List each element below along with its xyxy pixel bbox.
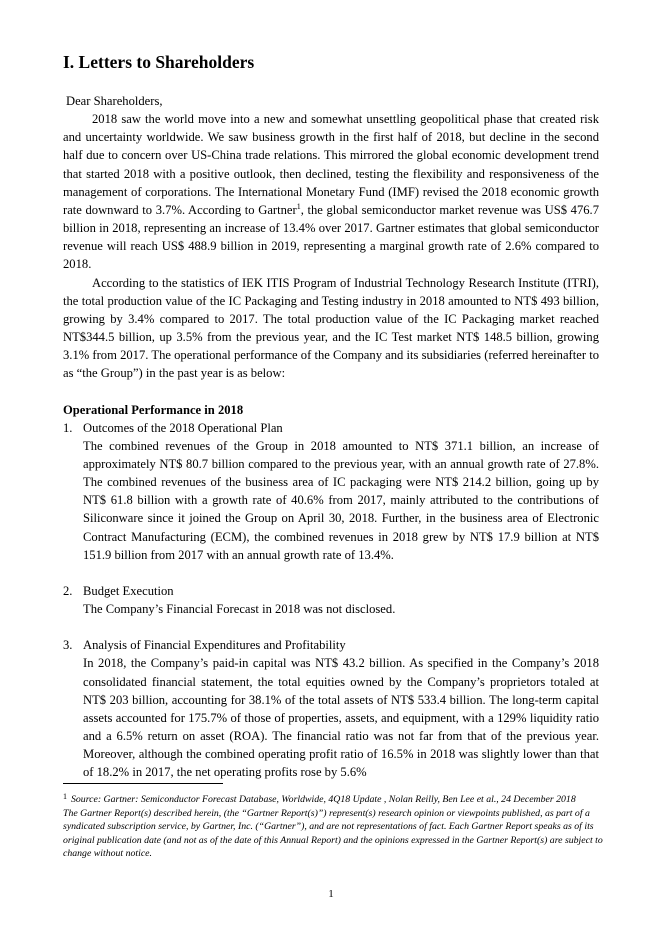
item-number: 1. bbox=[63, 420, 73, 435]
section-heading: Operational Performance in 2018 bbox=[63, 402, 244, 417]
intro-text-part-1: 2018 saw the world move into a new and somewhat unsettling geopolitical phase that created risk and uncertainty worldwide. We saw business growth in the first half of 2018, but decline in the second half due to concern over US-China trade relations. This mirrored the global economic development trend that started 2018 with a positive outlook, then declined, testing the flexibility and responsiveness of the management of corporations. The International Monetary Fund (IMF) revised the 2018 economic growth rate downward to 3.7%. According to Gartner bbox=[63, 112, 599, 217]
footnote-mark: 1 bbox=[63, 792, 67, 801]
footnote-disclaimer: The Gartner Report(s) described herein, (the “Gartner Report(s)”) represent(s) research opinion or viewpoints published, as part of a syndicated subscription service, by Gartner, Inc. (“Gartner”), and are not representations of fact. Each Gartner Report speaks as of its original publication date (and not as of the date of this Annual Report) and the opinions expressed in the Gartner Report(s) are subject to change without notice. bbox=[63, 807, 603, 860]
footnote-divider bbox=[63, 783, 223, 784]
item-title: Budget Execution bbox=[83, 583, 174, 598]
letter-body bbox=[63, 92, 599, 781]
item-title: Outcomes of the 2018 Operational Plan bbox=[83, 420, 283, 435]
spacer bbox=[63, 618, 599, 636]
list-item bbox=[63, 419, 599, 564]
footnote-source bbox=[63, 790, 603, 807]
item-body: In 2018, the Company’s paid-in capital was NT$ 43.2 billion. As specified in the Company’s 2018 consolidated financial statement, the total equities owned by the Company’s proprietors totaled at NT$ 203 billion, accounting for 38.1% of the total assets of NT$ 533.4 billion. The long-term capital assets accounted for 175.7% of those of properties, assets, and equipment, with a 129% liquidity ratio and a 6.5% return on asset (ROA). The financial ratio was not far from that of the previous year. Moreover, although the combined operating profit ratio of 16.5% in 2018 was slightly lower than that of 18.2% in 2017, the net operating profits rose by 5.6% bbox=[83, 656, 599, 780]
salutation: Dear Shareholders, bbox=[66, 94, 163, 108]
intro-paragraph-2: According to the statistics of IEK ITIS Program of Industrial Technology Research Institute (ITRI), the total production value of the IC Packaging and Testing industry in 2018 amounted to NT$ 493 billion, growing by 3.4% compared to 2017. The total production value of the IC Packaging market reached NT$344.5 billion, up 3.5% from the previous year, and the IC Test market NT$ 148.5 billion, growing 3.1% from 2017. The operational performance of the Company and its subsidiaries (referred hereinafter to as “the Group”) in the past year is as below: bbox=[63, 275, 599, 381]
list-item bbox=[63, 636, 599, 781]
intro-text-part-2: , the global semiconductor market revenue was US$ 476.7 billion in 2018, representing an increase of 13.4% over 2017. Gartner estimates that global semiconductor revenue will reach US$ 488.9 billion in 2019, representing a marginal growth rate of 2.6% compared to 2018. bbox=[63, 202, 599, 272]
spacer bbox=[63, 564, 599, 582]
item-number: 2. bbox=[63, 583, 73, 598]
item-body: The Company’s Financial Forecast in 2018 was not disclosed. bbox=[83, 602, 396, 617]
item-body: The combined revenues of the Group in 2018 amounted to NT$ 371.1 billion, an increase of approximately NT$ 80.7 billion compared to the previous year, with an annual growth rate of 27.8%. The combined revenues of the business area of IC packaging were NT$ 214.2 billion, going up by NT$ 61.8 billion with a growth rate of 40.6% from 2017, mainly attributed to the contributions of Siliconware since it joined the Group on April 30, 2018. Further, in the business area of Electronic Contract Manufacturing (ECM), the combined revenues in 2018 grew by NT$ 17.9 billion at NT$ 151.9 billion from 2017 with an annual growth rate of 13.4%. bbox=[83, 438, 599, 562]
intro-paragraph-1 bbox=[63, 110, 599, 273]
page-title: I. Letters to Shareholders bbox=[63, 52, 255, 72]
footnote-source-text: Source: Gartner: Semiconductor Forecast Database, Worldwide, 4Q18 Update , Nolan Reilly, Ben Lee et al., 24 December 2018 bbox=[71, 794, 576, 805]
item-title: Analysis of Financial Expenditures and Profitability bbox=[83, 638, 346, 653]
page-number: 1 bbox=[328, 888, 334, 900]
footnotes bbox=[63, 790, 603, 861]
item-number: 3. bbox=[63, 638, 73, 653]
list-item bbox=[63, 582, 599, 618]
footnote-reference[interactable]: 1 bbox=[296, 201, 301, 211]
